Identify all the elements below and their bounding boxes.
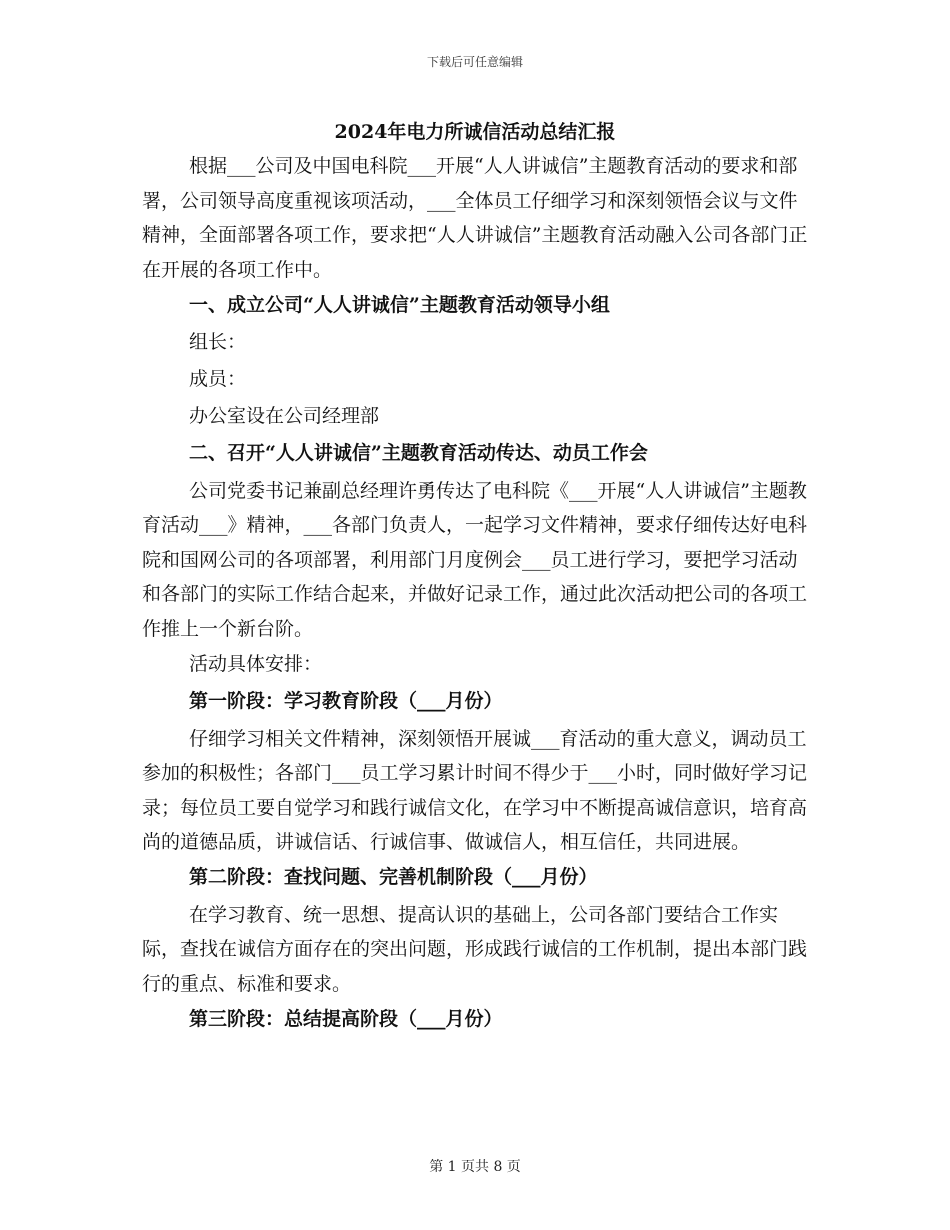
section-heading-2: 二、召开“人人讲诚信”主题教育活动传达、动员工作会	[189, 442, 648, 465]
document-title: 2024年电力所诚信活动总结汇报	[334, 121, 616, 143]
stage-2-heading: 第二阶段：查找问题、完善机制阶段（___月份）	[189, 866, 598, 889]
page-number: 第 1 页共 8 页	[429, 1159, 521, 1175]
meeting-paragraph: 公司党委书记兼副总经理许勇传达了电科院《___开展“人人讲诚信”主题教育活动___》精神，___各部门负责人，一起学习文件精神，要求仔细传达好电科院和国网公司的各项部署，利用部门月度例会___员工进行学习，要把学习活动和各部门的实际工作结合起来，并做好记录工作，通过此次活动把公司的各项工作推上一个新台阶。	[142, 479, 808, 640]
stage-3-heading: 第三阶段：总结提高阶段（___月份）	[189, 1008, 503, 1031]
section-heading-1: 一、成立公司“人人讲诚信”主题教育活动领导小组	[189, 293, 610, 316]
document-body	[142, 149, 810, 1040]
leader-line: 组长：	[189, 331, 247, 354]
members-line: 成员：	[189, 368, 247, 391]
stage-2-paragraph: 在学习教育、统一思想、提高认识的基础上，公司各部门要结合工作实际，查找在诚信方面存在的突出问题，形成践行诚信的工作机制，提出本部门践行的重点、标准和要求。	[142, 903, 808, 995]
stage-1-paragraph: 仔细学习相关文件精神，深刻领悟开展诚___育活动的重大意义，调动员工参加的积极性；各部门___员工学习累计时间不得少于___小时，同时做好学习记录；每位员工要自觉学习和践行诚信文化，在学习中不断提高诚信意识，培育高尚的道德品质，讲诚信话、行诚信事、做诚信人，相互信任，共同进展。	[142, 727, 808, 854]
page-header-note: 下载后可任意编辑	[426, 55, 523, 69]
intro-paragraph: 根据___公司及中国电科院___开展“人人讲诚信”主题教育活动的要求和部署，公司领导高度重视该项活动，___全体员工仔细学习和深刻领悟会议与文件精神，全面部署各项工作，要求把“人人讲诚信”主题教育活动融入公司各部门正在开展的各项工作中。	[142, 155, 808, 281]
office-line: 办公室设在公司经理部	[189, 405, 380, 428]
arrangement-line: 活动具体安排：	[189, 653, 323, 676]
stage-1-heading: 第一阶段：学习教育阶段（___月份）	[189, 690, 503, 713]
